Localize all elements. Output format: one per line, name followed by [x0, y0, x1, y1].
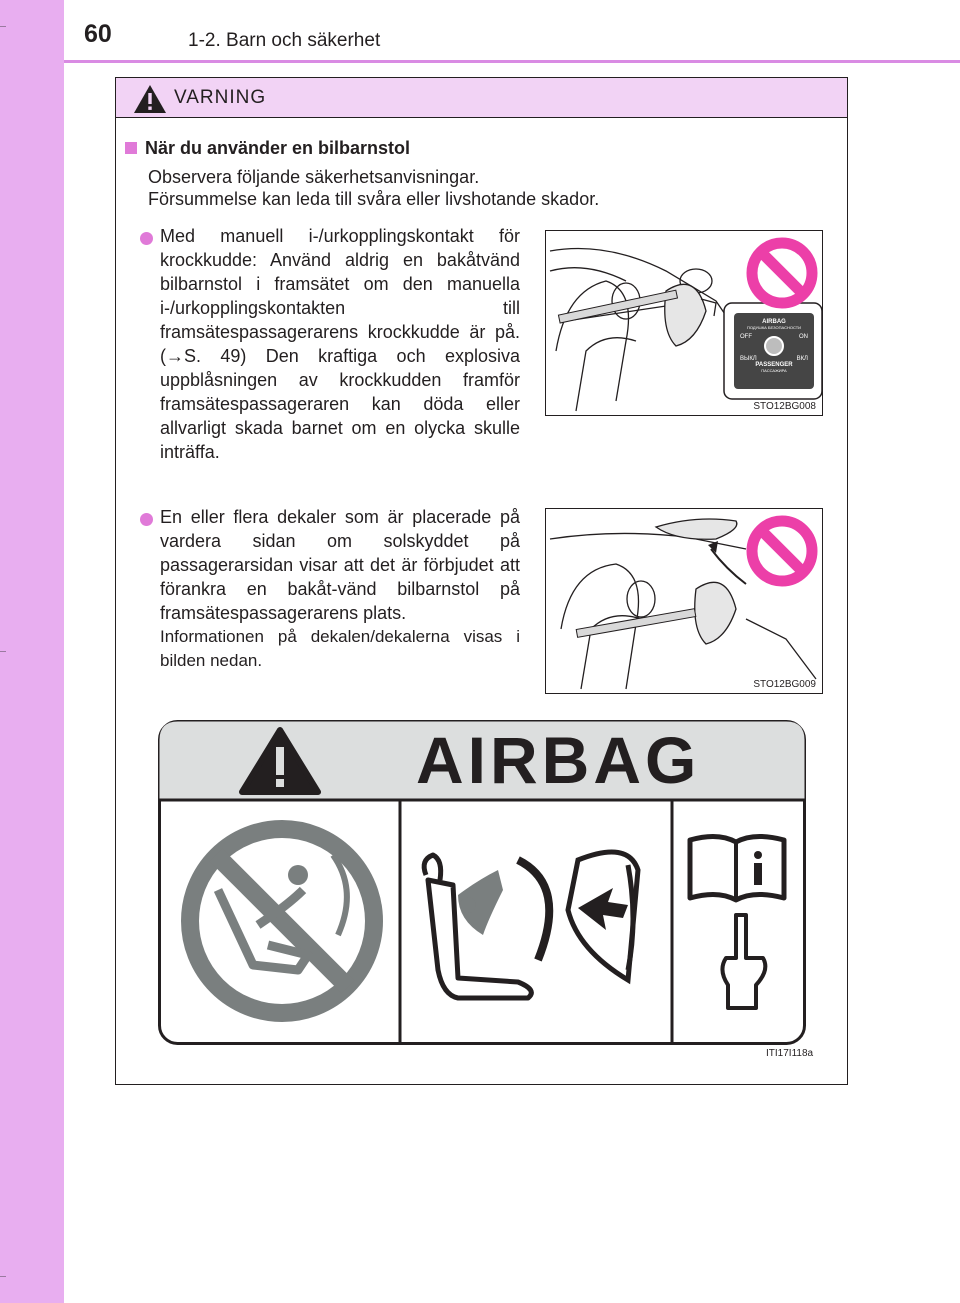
airbag-warning-sticker — [158, 720, 806, 1045]
page-number: 60 — [84, 20, 112, 48]
figure-code: STO12BG008 — [753, 401, 816, 412]
figure-airbag-switch — [545, 230, 823, 416]
warning-triangle-icon — [133, 84, 167, 114]
bullet-note: Informationen på dekalen/dekalerna visas i bilden nedan. — [160, 627, 520, 670]
airbag-switch-panel: AIRBAG ПОДУШКА БЕЗОПАСНОСТИ OFF ON ВЫКЛ ВКЛ PASSENGER ПАССАЖИРА — [740, 319, 808, 373]
prohibited-icon — [744, 513, 820, 589]
bullet-text: En eller flera dekaler som är placerade på vardera sidan om solskyddet på passagerarsidan visar att det är förbjudet att förankra en bakåt-vänd bilbarnstol på framsätespassagerarens plats. Informationen på dekalen/dekalerna visas i bilden nedan. — [160, 505, 520, 673]
sticker-title: AIRBAG — [416, 723, 701, 797]
intro-text: Observera följande säkerhetsanvisningar. Försummelse kan leda till svåra eller livshotande skador. — [148, 167, 600, 209]
square-bullet-icon — [125, 142, 137, 154]
subsection-title: När du använder en bilbarnstol — [125, 138, 410, 159]
figure-sun-visor-label — [545, 508, 823, 694]
prohibited-icon — [744, 235, 820, 311]
figure-code: STO12BG009 — [753, 679, 816, 690]
bullet-dot-icon — [140, 232, 153, 245]
bullet-text: Med manuell i-/urkopplingskontakt för krockkudde: Använd aldrig en bakåtvänd bilbarnstol i framsätet om den manuella i-/urkopplingskontakten till framsätespassagerarens krockkudde är på. (→S. 49) Den kraftiga och explosiva uppblåsningen av krockkudden framför framsätespassageraren kan döda eller allvarligt skada barnet om en olycka skulle inträffa. — [160, 226, 520, 462]
bullet-dot-icon — [140, 513, 153, 526]
crop-mark — [0, 651, 6, 652]
warning-label: VARNING — [174, 87, 267, 108]
crop-mark — [0, 26, 6, 27]
warning-header — [116, 78, 847, 118]
header-rule — [64, 60, 960, 63]
page-edge-tab — [0, 0, 64, 1303]
crop-mark — [0, 1276, 6, 1277]
figure-code: ITI17I118a — [766, 1048, 814, 1059]
section-title: 1-2. Barn och säkerhet — [188, 30, 381, 51]
